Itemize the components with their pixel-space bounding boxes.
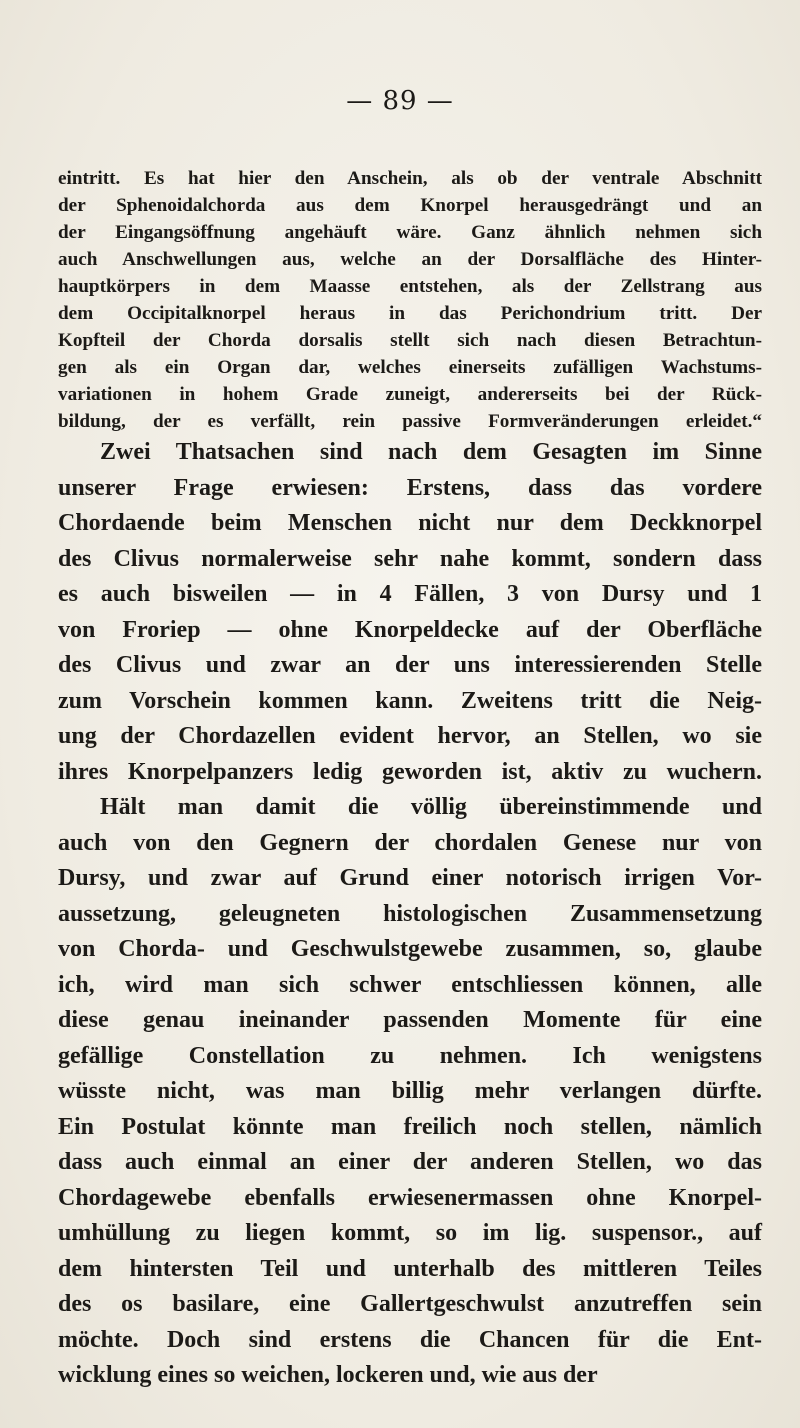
text-line: bildung, der es verfällt, rein passive Formveränderungen erleidet.“ — [58, 411, 762, 432]
text-line: hauptkörpers in dem Maasse entstehen, als der Zellstrang aus — [58, 276, 762, 297]
text-line: diese genau ineinander passenden Momente für eine — [58, 1007, 762, 1033]
text-line: ihres Knorpelpanzers ledig geworden ist, aktiv zu wuchern. — [58, 758, 762, 785]
text-line: Chordaende beim Menschen nicht nur dem Deckknorpel — [58, 510, 762, 536]
text-line: umhüllung zu liegen kommt, so im lig. suspensor., auf — [58, 1220, 762, 1246]
text-line: von Chorda- und Geschwulstgewebe zusammen, so, glaube — [58, 936, 762, 962]
text-line: der Sphenoidalchorda aus dem Knorpel herausgedrängt und an — [58, 195, 762, 216]
text-line: der Eingangsöffnung angehäuft wäre. Ganz ähnlich nehmen sich — [58, 222, 762, 243]
text-line: Chordagewebe ebenfalls erwiesenermassen ohne Knorpel- — [58, 1184, 762, 1211]
text-line: es auch bisweilen — in 4 Fällen, 3 von Dursy und 1 — [58, 581, 762, 607]
text-line: ich, wird man sich schwer entschliessen können, alle — [58, 971, 762, 998]
text-line: des Clivus normalerweise sehr nahe kommt, sondern dass — [58, 545, 762, 572]
text-line: Zwei Thatsachen sind nach dem Gesagten im Sinne — [100, 439, 762, 465]
text-line: gefällige Constellation zu nehmen. Ich wenigstens — [58, 1042, 762, 1069]
text-line: zum Vorschein kommen kann. Zweitens tritt die Neig- — [58, 687, 762, 714]
text-line: gen als ein Organ dar, welches einerseits zufälligen Wachstums- — [58, 357, 762, 378]
text-line: auch Anschwellungen aus, welche an der Dorsalfläche des Hinter- — [58, 249, 762, 270]
text-line: unserer Frage erwiesen: Erstens, dass das vordere — [58, 474, 762, 501]
text-line: dass auch einmal an einer der anderen Stellen, wo das — [58, 1149, 762, 1175]
text-line: eintritt. Es hat hier den Anschein, als ob der ventrale Abschnitt — [58, 168, 762, 189]
text-line: aussetzung, geleugneten histologischen Zusammensetzung — [58, 900, 762, 927]
text-line: variationen in hohem Grade zuneigt, andererseits bei der Rück- — [58, 384, 762, 405]
text-line: ung der Chordazellen evident hervor, an Stellen, wo sie — [58, 723, 762, 749]
text-line: dem hintersten Teil und unterhalb des mittleren Teiles — [58, 1255, 762, 1282]
page-number: — 89 — — [346, 86, 454, 116]
text-line: auch von den Gegnern der chordalen Genese nur von — [58, 829, 762, 856]
text-line: Hält man damit die völlig übereinstimmende und — [100, 794, 762, 820]
text-line: Kopfteil der Chorda dorsalis stellt sich nach diesen Betrachtun- — [58, 330, 762, 351]
text-line: wüsste nicht, was man billig mehr verlangen dürfte. — [58, 1078, 762, 1104]
text-line: Ein Postulat könnte man freilich noch stellen, nämlich — [58, 1113, 762, 1140]
text-line: Dursy, und zwar auf Grund einer notorisch irrigen Vor- — [58, 865, 762, 891]
text-line: dem Occipitalknorpel heraus in das Perichondrium tritt. Der — [58, 303, 762, 324]
text-line: wicklung eines so weichen, lockeren und, wie aus der — [58, 1362, 598, 1388]
text-line: möchte. Doch sind erstens die Chancen für die Ent- — [58, 1326, 762, 1353]
text-line: von Froriep — ohne Knorpeldecke auf der Oberfläche — [58, 616, 762, 643]
text-line: des os basilare, eine Gallertgeschwulst anzutreffen sein — [58, 1291, 762, 1317]
text-line: des Clivus und zwar an der uns interessierenden Stelle — [58, 652, 762, 678]
